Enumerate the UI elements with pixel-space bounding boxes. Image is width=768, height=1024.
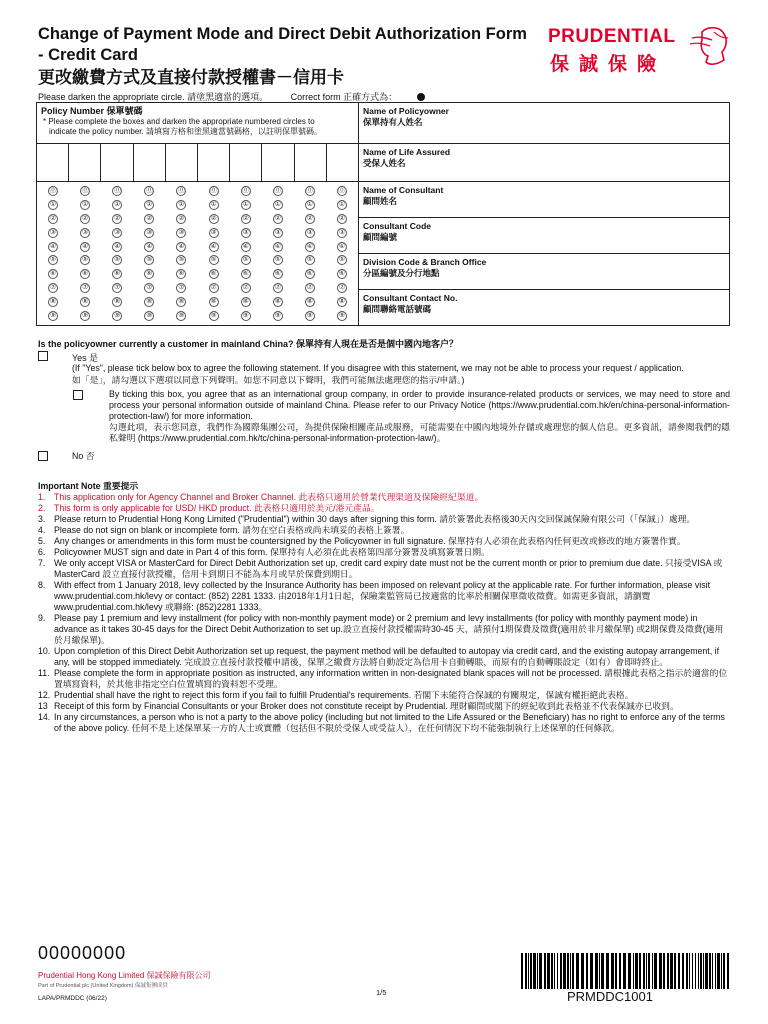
field-label-en: Name of Consultant: [363, 185, 444, 195]
digit-circle[interactable]: ⑨: [338, 312, 346, 320]
digit-circle[interactable]: ⑥: [82, 270, 89, 278]
consent-statement-en: By ticking this box, you agree that as an international group company, in order to provide insurance-related products or services, we may need to store and process your personal information outside of mainland China. Please refer to our Privacy Notice (https://www.prudential.com.hk/en/china-personal-information-protection-law/) for more information.: [109, 389, 730, 421]
note-number: 8.: [38, 580, 46, 590]
digit-circle[interactable]: ⓪: [274, 187, 282, 194]
digit-circle[interactable]: ⑧: [146, 298, 153, 306]
note-text: Receipt of this form by Financial Consultants or your Broker does not constitute receipt by Prudential. 理財顧問或閣下的經紀收到此表格並不代表保誠亦已收到。: [54, 701, 679, 711]
digit-circle[interactable]: ⑨: [146, 312, 153, 320]
digit-circle[interactable]: ②: [146, 214, 153, 222]
note-text: Upon completion of this Direct Debit Authorization set up request, the payment method will be defaulted to autopay via credit card, and the existing autopay arrangement, if any, will be stopped immediately. 完成設立直接付款授權申請後，保單之繳費方法將自動設定為信用卡自動轉賬，而原有的自動轉賬設定（如有）會即時終止。: [54, 646, 720, 667]
digit-circle[interactable]: ②: [306, 214, 313, 222]
yes-note-en: (If "Yes", please tick below box to agree the following statement. If you disagree with this statement, we may not be able to process your request / application.: [72, 363, 684, 373]
digit-circle[interactable]: ⑧: [178, 298, 185, 306]
note-item: [38, 668, 730, 690]
digit-circle[interactable]: ④: [338, 242, 346, 250]
digit-circle[interactable]: ③: [242, 228, 249, 236]
digit-circle[interactable]: ⑤: [242, 256, 249, 264]
digit-circle[interactable]: ③: [210, 228, 217, 236]
note-number: 3.: [38, 514, 46, 524]
field-label-zh: 受保人姓名: [363, 158, 406, 168]
field-label-zh: 顧問聯絡電話號碼: [363, 304, 432, 314]
policy-digit-box[interactable]: [327, 144, 358, 181]
note-text: Policyowner MUST sign and date in Part 4 of this form. 保單持有人必須在此表格第四部分簽署及填寫簽署日期。: [54, 547, 490, 557]
digit-circle[interactable]: ④: [274, 242, 281, 250]
digit-circle[interactable]: ⑨: [178, 312, 185, 320]
form-code: LAPA/PRMDDC (06/22): [38, 995, 107, 1002]
field-policyowner-name[interactable]: [359, 103, 729, 144]
note-item: [38, 525, 730, 536]
note-text: Please return to Prudential Hong Kong Limited ("Prudential") within 30 days after signing this form. 請於簽署此表格後30天內交回保誠保險有限公司（「保誠」）處理。: [54, 514, 696, 524]
no-label: No 否: [72, 451, 95, 461]
digit-circle[interactable]: ④: [306, 242, 313, 250]
digit-circle[interactable]: ⑤: [210, 256, 217, 264]
prudential-logo: [548, 26, 728, 76]
digit-circle[interactable]: ⓪: [81, 187, 89, 194]
note-number: 2.: [38, 503, 46, 513]
digit-circle[interactable]: ⓪: [177, 187, 185, 194]
digit-circle[interactable]: ⓪: [113, 187, 121, 194]
note-text: This form is only applicable for USD/ HKD product. 此表格只適用於美元/港元產品。: [54, 503, 380, 513]
no-checkbox[interactable]: [38, 451, 48, 461]
digit-circle[interactable]: ⑥: [242, 270, 249, 278]
digit-circle[interactable]: ①: [114, 200, 121, 208]
note-item: [38, 503, 730, 514]
digit-circle[interactable]: ⓪: [145, 187, 153, 194]
note-text: Prudential shall have the right to reject this form if you fail to fulfill Prudential's requirements. 若閣下未能符合保誠的有關規定，保誠有權拒絕此表格。: [54, 690, 634, 700]
digit-circle[interactable]: ①: [274, 200, 281, 208]
digit-circle[interactable]: ④: [242, 242, 249, 250]
digit-circle[interactable]: ⓪: [242, 187, 250, 194]
important-note-list: [38, 492, 730, 734]
policy-digit-box[interactable]: [166, 144, 198, 181]
digit-column: [197, 186, 229, 325]
digit-circle[interactable]: ⑤: [178, 256, 185, 264]
form-title-zh: 更改繳費方式及直接付款授權書－信用卡: [38, 68, 344, 87]
digit-circle[interactable]: ⑦: [82, 284, 89, 292]
digit-circle[interactable]: ②: [338, 214, 346, 222]
note-item: [38, 514, 730, 525]
important-note-heading: Important Note 重要提示: [38, 481, 139, 491]
digit-circle[interactable]: ⑦: [178, 284, 185, 292]
note-number: 1.: [38, 492, 46, 502]
form-serial-number: 00000000: [38, 943, 127, 963]
note-item: [38, 613, 730, 646]
field-division-branch[interactable]: [359, 254, 729, 290]
company-parent: Part of Prudential plc (United Kingdom) 保誠集團成員: [38, 983, 168, 989]
note-number: 12.: [38, 690, 51, 700]
digit-circle[interactable]: ①: [82, 200, 89, 208]
digit-circle[interactable]: ⑥: [210, 270, 217, 278]
logo-text-zh: 保誠保險: [550, 54, 667, 75]
digit-circle[interactable]: ⑤: [274, 256, 281, 264]
note-item: [38, 558, 730, 580]
digit-circle[interactable]: ⑤: [306, 256, 313, 264]
digit-circle[interactable]: ⑦: [274, 284, 281, 292]
note-text: Please do not sign on blank or incomplete form. 請勿在空白表格或尚未填妥的表格上簽署。: [54, 525, 410, 535]
digit-circle[interactable]: ③: [146, 228, 153, 236]
digit-circle[interactable]: ③: [49, 228, 57, 236]
policy-info-grid: [36, 102, 730, 326]
note-number: 13: [38, 701, 48, 711]
note-number: 7.: [38, 558, 46, 568]
note-number: 6.: [38, 547, 46, 557]
china-customer-question: Is the policyowner currently a customer in mainland China? 保單持有人現在是否是個中國內地客户？: [38, 339, 459, 349]
barcode-text: PRMDDC1001: [567, 989, 653, 1004]
digit-circle[interactable]: ④: [82, 242, 89, 250]
policy-digit-box[interactable]: [69, 144, 101, 181]
note-number: 5.: [38, 536, 46, 546]
digit-circle[interactable]: ⑥: [338, 270, 346, 278]
field-life-assured-name[interactable]: [359, 144, 729, 182]
digit-circle[interactable]: ⑤: [146, 256, 153, 264]
yes-label: Yes 是: [72, 353, 99, 363]
digit-circle[interactable]: ①: [338, 200, 346, 208]
note-item: [38, 701, 730, 712]
field-label-zh: 保單持有人姓名: [363, 117, 423, 127]
company-name: Prudential Hong Kong Limited 保誠保險有限公司: [38, 971, 211, 980]
digit-circle[interactable]: ⑧: [338, 298, 346, 306]
note-item: [38, 646, 730, 668]
digit-circle[interactable]: ①: [242, 200, 249, 208]
note-number: 4.: [38, 525, 46, 535]
field-consultant-contact[interactable]: [359, 290, 729, 325]
barcode-icon: [519, 953, 731, 989]
digit-circle[interactable]: ①: [178, 200, 185, 208]
policy-number-header: [37, 103, 358, 144]
policy-digit-circles: [37, 182, 358, 325]
digit-circle[interactable]: ②: [82, 214, 89, 222]
correct-form-text: Correct form 正確方式為：: [291, 92, 446, 102]
digit-circle[interactable]: ②: [49, 214, 57, 222]
yes-checkbox[interactable]: [38, 351, 48, 361]
policy-number-label: Policy Number 保單號碼: [41, 106, 143, 116]
digit-circle[interactable]: ②: [210, 214, 217, 222]
page-number: 1/5: [376, 988, 387, 997]
note-text: In any circumstances, a person who is not a party to the above policy (including but not limited to the Life Assured or the Beneficiary) has no right to enforce any of the terms of the above policy. 任何不是上述保單某一方的人士或實體（包括但不限於受保人或受益人），在任何情況下均不能強制執行上述保單的任何條款。: [54, 712, 725, 733]
policy-digit-box[interactable]: [198, 144, 230, 181]
digit-circle[interactable]: ⓪: [210, 187, 218, 194]
digit-circle[interactable]: ③: [306, 228, 313, 236]
digit-circle[interactable]: ④: [114, 242, 121, 250]
digit-circle[interactable]: ④: [210, 242, 217, 250]
logo-text-en: PRUDENTIAL: [548, 26, 676, 47]
digit-circle[interactable]: ④: [178, 242, 185, 250]
field-label-en: Consultant Contact No.: [363, 293, 458, 303]
prudence-head-icon: [688, 26, 734, 68]
digit-circle[interactable]: ⑧: [274, 298, 281, 306]
digit-circle[interactable]: ⑥: [114, 270, 121, 278]
digit-circle[interactable]: ①: [210, 200, 217, 208]
digit-circle[interactable]: ⑧: [242, 298, 249, 306]
digit-circle[interactable]: ③: [114, 228, 121, 236]
filled-circle-icon: [417, 93, 425, 101]
digit-circle[interactable]: ⑦: [306, 284, 313, 292]
policy-number-section: [37, 103, 359, 325]
policy-digit-box[interactable]: [101, 144, 133, 181]
note-item: [38, 492, 730, 503]
field-label-en: Consultant Code: [363, 221, 431, 231]
policy-number-note-2: indicate the policy number. 請填寫方格和塗黑適當號碼格，以註明保單號碼。: [49, 127, 322, 136]
digit-circle[interactable]: ⑦: [210, 284, 217, 292]
digit-circle[interactable]: ⑧: [210, 298, 217, 306]
digit-circle[interactable]: ⑨: [49, 312, 57, 320]
digit-circle[interactable]: ④: [146, 242, 153, 250]
policy-digit-box[interactable]: [262, 144, 294, 181]
digit-circle[interactable]: ⓪: [338, 187, 346, 194]
form-title-en-sub: - Credit Card: [38, 46, 138, 64]
digit-circle[interactable]: ⑦: [242, 284, 249, 292]
digit-circle[interactable]: ⑨: [242, 312, 249, 320]
field-label-en: Name of Policyowner: [363, 106, 449, 116]
digit-circle[interactable]: ②: [114, 214, 121, 222]
digit-circle[interactable]: ⑨: [274, 312, 281, 320]
note-item: [38, 536, 730, 547]
policy-digit-box[interactable]: [230, 144, 262, 181]
digit-circle[interactable]: ⑤: [82, 256, 89, 264]
form-title-block: [38, 24, 538, 89]
digit-circle[interactable]: ③: [82, 228, 89, 236]
note-text: With effect from 1 January 2018, levy collected by the Insurance Authority has been imposed on relevant policy at the applicable rate. For further information, please visit www.prudential.com.hk/levy or contact: (852) 2281 1333. 由2018年1月1日起，保險業監管局已按適當的比率於相關保單徵收徵費。如需更多資訊，請瀏覽www.prudential.com.hk/levy 或聯絡: (852)2281 1333。: [54, 580, 711, 612]
digit-circle[interactable]: ⑥: [49, 270, 57, 278]
digit-circle[interactable]: ⑦: [338, 284, 346, 292]
field-consultant-code[interactable]: [359, 218, 729, 254]
field-label-en: Name of Life Assured: [363, 147, 451, 157]
digit-column: [101, 186, 133, 325]
digit-circle[interactable]: ⑨: [82, 312, 89, 320]
digit-circle[interactable]: ④: [49, 242, 57, 250]
consent-checkbox[interactable]: [73, 390, 83, 400]
field-label-zh: 分區編號及分行地點: [363, 268, 440, 278]
digit-circle[interactable]: ⑤: [114, 256, 121, 264]
digit-circle[interactable]: ⑧: [306, 298, 313, 306]
digit-column: [326, 186, 358, 325]
digit-circle[interactable]: ⑥: [274, 270, 281, 278]
digit-column: [37, 186, 69, 325]
digit-circle[interactable]: ③: [274, 228, 281, 236]
note-number: 10.: [38, 646, 51, 656]
digit-circle[interactable]: ⑤: [49, 256, 57, 264]
digit-circle[interactable]: ⑥: [178, 270, 185, 278]
digit-circle[interactable]: ⓪: [49, 187, 57, 194]
digit-circle[interactable]: ③: [338, 228, 346, 236]
policy-number-boxes: [37, 144, 358, 182]
note-number: 9.: [38, 613, 46, 623]
note-text: Please pay 1 premium and levy installment (for policy with non-monthly payment mode) or 2 premium and levy installments (for policy with monthly payment mode) in advance as it takes 30-45 days for the Direct Debit Authorization to set up.設立直接付款授權需時30-45 天，請預付1期保費及徵費(適用於非月繳保單) 或2期保費及徵費(適用於月繳保單)。: [54, 613, 724, 645]
field-label-zh: 顧問編號: [363, 232, 398, 242]
digit-column: [133, 186, 165, 325]
digit-circle[interactable]: ①: [146, 200, 153, 208]
digit-circle[interactable]: ⑨: [114, 312, 121, 320]
digit-circle[interactable]: ⑦: [114, 284, 121, 292]
digit-circle[interactable]: ⓪: [306, 187, 314, 194]
digit-circle[interactable]: ①: [49, 200, 57, 208]
field-consultant-name[interactable]: [359, 182, 729, 218]
field-label-en: Division Code & Branch Office: [363, 257, 487, 267]
policy-number-note-1: * Please complete the boxes and darken the appropriate numbered circles to: [43, 117, 315, 126]
digit-column: [230, 186, 262, 325]
note-item: [38, 547, 730, 558]
note-text: This application only for Agency Channel and Broker Channel. 此表格只適用於營業代理渠道及保險經紀渠道。: [54, 492, 484, 502]
digit-column: [165, 186, 197, 325]
digit-circle[interactable]: ①: [306, 200, 313, 208]
digit-circle[interactable]: ②: [178, 214, 185, 222]
digit-circle[interactable]: ⑧: [49, 298, 57, 306]
field-label-zh: 顧問姓名: [363, 196, 398, 206]
note-text: We only accept VISA or MasterCard for Direct Debit Authorization set up, credit card expiry date must not be the current month or prior to premium due date. 只接受VISA 或 MasterCard 設立直接付款授權，信用卡到期日不能為本月或早於保費到期日。: [54, 558, 723, 579]
digit-column: [262, 186, 294, 325]
digit-circle[interactable]: ②: [274, 214, 281, 222]
digit-circle[interactable]: ⑤: [338, 256, 346, 264]
digit-circle[interactable]: ⑦: [146, 284, 153, 292]
note-item: [38, 690, 730, 701]
policyowner-fields: [359, 103, 729, 325]
note-text: Any changes or amendments in this form must be countersigned by the Policyowner in full signature. 保單持有人必須在此表格內任何更改或修改的地方簽署作實。: [54, 536, 686, 546]
note-number: 11.: [38, 668, 50, 678]
digit-circle[interactable]: ⑧: [114, 298, 121, 306]
digit-circle[interactable]: ⑦: [49, 284, 57, 292]
digit-circle[interactable]: ⑧: [82, 298, 89, 306]
digit-circle[interactable]: ③: [178, 228, 185, 236]
consent-statement-zh: 勾選此項，表示您同意，我們作為國際集團公司，為提供保險相關產品或服務，可能需要在中國內地境外存儲或處理您的個人信息。更多資訊，請參閱我們的隱私聲明 (https://www.prudential.com.hk/tc/china-personal-information-protection-law/)。: [109, 422, 730, 443]
policy-digit-box[interactable]: [295, 144, 327, 181]
digit-circle[interactable]: ⑨: [306, 312, 313, 320]
digit-circle[interactable]: ②: [242, 214, 249, 222]
policy-digit-box[interactable]: [134, 144, 166, 181]
darken-text: Please darken the appropriate circle. 請塗黑適當的選項。: [38, 92, 269, 102]
note-item: [38, 712, 730, 734]
note-item: [38, 580, 730, 613]
digit-column: [294, 186, 326, 325]
note-text: Please complete the form in appropriate position as instructed, any information written in non-designated blank spaces will not be processed. 請根據此表格之指示於適當的位置填寫資料，於其他非指定空白位置填寫的資料恕不受理。: [54, 668, 728, 689]
form-title-en: Change of Payment Mode and Direct Debit Authorization Form: [38, 25, 527, 43]
note-number: 14.: [38, 712, 51, 722]
policy-digit-box[interactable]: [37, 144, 69, 181]
digit-circle[interactable]: ⑥: [146, 270, 153, 278]
digit-circle[interactable]: ⑨: [210, 312, 217, 320]
digit-circle[interactable]: ⑥: [306, 270, 313, 278]
digit-column: [69, 186, 101, 325]
yes-note-zh: 如「是」，請勾選以下選項以同意下列聲明。如您不同意以下聲明，我們可能無法處理您的指示/申請。): [72, 375, 465, 385]
